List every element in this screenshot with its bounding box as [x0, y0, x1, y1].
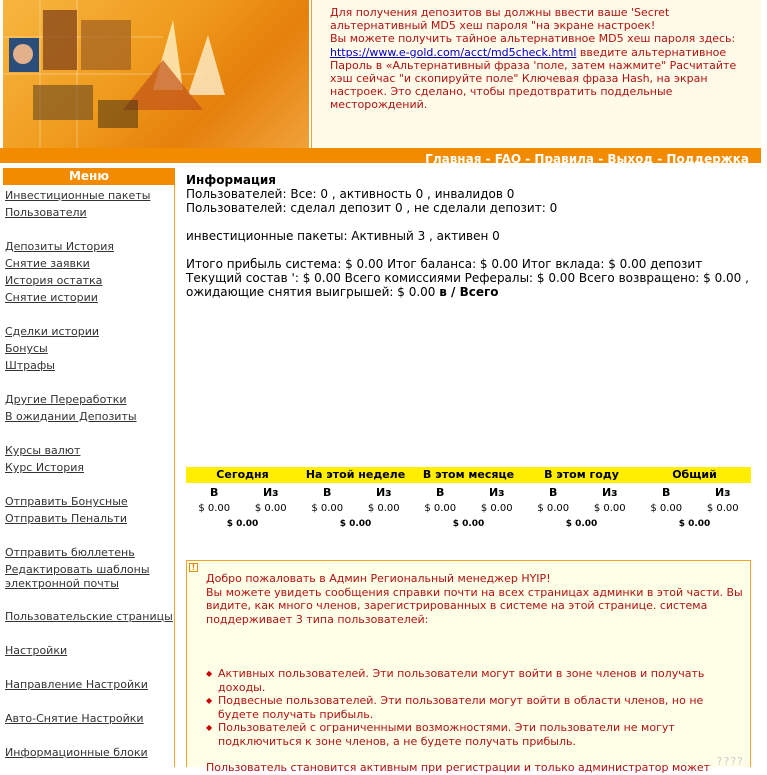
menu-item-custom-pages[interactable]: Пользовательские страницы [5, 610, 173, 623]
stats-out-value: $ 0.00 [706, 503, 739, 514]
sidebar [3, 168, 175, 767]
user-types-list [206, 667, 746, 748]
banner-image [3, 0, 309, 148]
list-item: ◆ Активных пользователей. Эти пользователи могут войти в зоне членов и получать доходы. [206, 667, 746, 694]
stats-in-value: $ 0.00 [537, 503, 570, 514]
header [0, 0, 767, 166]
menu-item-penalties[interactable]: Штрафы [5, 359, 55, 372]
stats-out-value: $ 0.00 [254, 503, 287, 514]
md5-notice [311, 0, 761, 148]
stats-column-total [638, 467, 751, 530]
menu-item-users[interactable]: Пользователи [5, 206, 87, 219]
stats-period-header: В этом году [525, 467, 638, 483]
in-total-link: в / Всего [439, 285, 499, 299]
menu-item-auto-withdrawal-settings[interactable]: Авто-Снятие Настройки [5, 711, 144, 725]
menu-title: Меню [3, 168, 175, 185]
nav-home[interactable]: Главная [425, 152, 482, 166]
nav-logout[interactable]: Выход [607, 152, 654, 166]
stats-total-value: $ 0.00 [452, 519, 485, 529]
notice-text: Для получения депозитов вы должны ввести ваше 'Secret альтернативный MD5 хеш пароля "на экране настроек! Вы можете получить тайное альтернативное MD5 хеш пароля здесь: https://www.e-gold.com/acct/md5check.html введите альтернативное Пароль в «Альтернативный фраза 'поле, затем нажмите" Расчитайте хэш сейчас "и скопируйте поле" Ключевая фраза Hash, на экран настроек. Это сделано, чтобы предотвратить поддельные месторождений. [330, 6, 737, 112]
stats-out-value: $ 0.00 [480, 503, 513, 514]
stats-in-label: В [210, 486, 219, 499]
stats-in-value: $ 0.00 [311, 503, 344, 514]
help-footer: Пользователь становится активным при регистрации и только администратор может [206, 761, 711, 774]
stats-table [186, 467, 751, 530]
menu-item-rate-history[interactable]: Курс История [5, 461, 85, 474]
menu-item-balance-history[interactable]: История остатка [5, 274, 103, 287]
menu-item-settings[interactable]: Настройки [5, 643, 68, 657]
stats-out-label: Из [262, 486, 279, 499]
stats-column-year [525, 467, 638, 530]
stats-in-label: В [549, 486, 558, 499]
plans-summary: инвестиционные пакеты: Активный 3 , активен 0 [186, 229, 500, 243]
stats-in-value: $ 0.00 [424, 503, 457, 514]
nav-faq[interactable]: FAQ [494, 152, 522, 166]
menu-item-send-penalty[interactable]: Отправить Пенальти [5, 512, 128, 525]
menu-item-withdrawal-requests[interactable]: Снятие заявки [5, 257, 90, 270]
menu-item-other-processing[interactable]: Другие Переработки [5, 393, 127, 406]
menu-item-pending-deposits[interactable]: В ожидании Депозиты [5, 410, 137, 423]
stats-out-value: $ 0.00 [367, 503, 400, 514]
nav-separator: - [653, 152, 667, 166]
menu-item-edit-email-templates[interactable]: Редактировать шаблоны электронной почты [5, 563, 150, 590]
menu-item-send-bonus[interactable]: Отправить Бонусные [5, 495, 128, 508]
stats-period-header: В этом месяце [412, 467, 525, 483]
info-section [186, 173, 756, 299]
financial-summary: Итого прибыль система: $ 0.00 Итог баланса: $ 0.00 Итог вклада: $ 0.00 депозит Текущий состав ': $ 0.00 Всего комиссиями Рефералы: $ 0.00 Всего возвращено: $ 0.00 , ожидающие снятия выигрышей: $ 0.00 в / Всего [186, 257, 749, 299]
stats-column-today [186, 467, 299, 530]
help-intro: Добро пожаловать в Админ Региональный менеджер HYIP! Вы можете увидеть сообщения справки почти на всех страницах админки в этой части. Вы видите, как много членов, зарегистрированных в системе на этой странице. система поддерживает 3 типа пользователей: [206, 572, 743, 626]
stats-total-value: $ 0.00 [226, 519, 259, 529]
corner-marker: ???? [716, 755, 744, 768]
users-deposit-summary: Пользователей: сделал депозит 0 , не сделали депозит: 0 [186, 201, 558, 215]
nav-rules[interactable]: Правила [534, 152, 595, 166]
menu-item-referral-settings[interactable]: Направление Настройки [5, 677, 148, 691]
nav-separator: - [481, 152, 495, 166]
help-box-icon: ! [189, 563, 198, 572]
md5-check-link[interactable]: https://www.e-gold.com/acct/md5check.html [330, 45, 577, 59]
stats-period-header: Сегодня [186, 467, 299, 483]
stats-column-week [299, 467, 412, 530]
nav-separator: - [521, 152, 535, 166]
stats-in-label: В [662, 486, 671, 499]
menu-item-exchange-rates[interactable]: Курсы валют [5, 444, 81, 457]
menu-item-info-boxes[interactable]: Информационные блоки [5, 745, 148, 759]
top-navigation [0, 148, 761, 166]
stats-in-label: В [436, 486, 445, 499]
stats-out-label: Из [601, 486, 618, 499]
help-box [186, 560, 751, 774]
help-text [206, 572, 746, 775]
stats-out-value: $ 0.00 [593, 503, 626, 514]
stats-period-header: Общий [638, 467, 751, 483]
nav-separator: - [594, 152, 608, 166]
stats-in-value: $ 0.00 [198, 503, 231, 514]
stats-in-value: $ 0.00 [650, 503, 683, 514]
nav-support[interactable]: Поддержка [666, 152, 749, 166]
stats-total-value: $ 0.00 [565, 519, 598, 529]
stats-out-label: Из [488, 486, 505, 499]
stats-column-month [412, 467, 525, 530]
info-title: Информация [186, 173, 276, 187]
list-item: ◆ Пользователей с ограниченными возможностями. Эти пользователи не могут подключиться к зоне членов, а не будете получать прибыль. [206, 721, 746, 748]
menu-item-transaction-history[interactable]: Сделки истории [5, 325, 99, 338]
menu-item-deposit-history[interactable]: Депозиты История [5, 240, 115, 253]
stats-total-value: $ 0.00 [339, 519, 372, 529]
stats-in-label: В [323, 486, 332, 499]
list-item: ◆ Подвесные пользователей. Эти пользователи могут войти в области членов, но не будете получать прибыль. [206, 694, 746, 721]
stats-total-value: $ 0.00 [678, 519, 711, 529]
users-summary: Пользователей: Все: 0 , активность 0 , инвалидов 0 [186, 187, 515, 201]
stats-out-label: Из [714, 486, 731, 499]
menu-item-send-newsletter[interactable]: Отправить бюллетень [5, 546, 135, 559]
menu-item-withdrawal-history[interactable]: Снятие истории [5, 291, 98, 304]
menu-item-investment-plans[interactable]: Инвестиционные пакеты [5, 189, 151, 202]
stats-out-label: Из [375, 486, 392, 499]
stats-period-header: На этой неделе [299, 467, 412, 483]
sidebar-menu [3, 185, 174, 761]
menu-item-bonuses[interactable]: Бонусы [5, 342, 48, 355]
